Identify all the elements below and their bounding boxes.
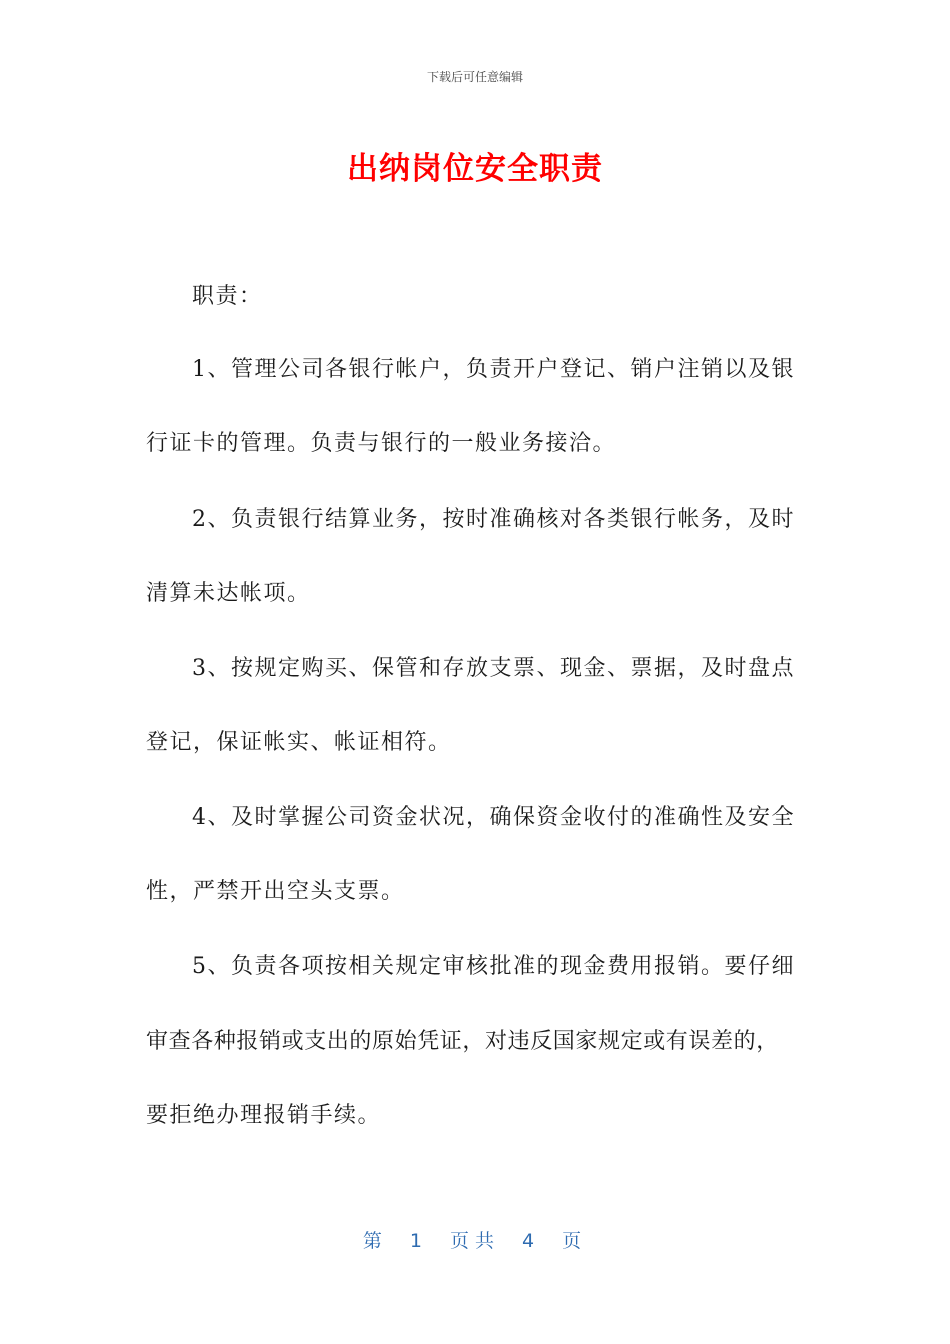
paragraph-line: 要拒绝办理报销手续。 [146,1103,382,1128]
section-heading: 职责： [192,284,263,309]
paragraph-line: 性，严禁开出空头支票。 [146,879,405,904]
paragraph-line: 5、负责各项按相关规定审核批准的现金费用报销。要仔细 [192,954,795,979]
paragraph-line: 3、按规定购买、保管和存放支票、现金、票据，及时盘点 [192,656,795,681]
paragraph-line: 1、管理公司各银行帐户，负责开户登记、销户注销以及银 [192,357,795,382]
page-footer: 第 1 页共 4 页 [362,1230,588,1252]
paragraph-line: 4、及时掌握公司资金状况，确保资金收付的准确性及安全 [192,805,795,830]
paragraph-line: 清算未达帐项。 [146,581,311,606]
page-header: 下载后可任意编辑 [426,70,523,84]
paragraph-line: 行证卡的管理。负责与银行的一般业务接洽。 [146,431,617,456]
paragraph-line: 审查各种报销或支出的原始凭证，对违反国家规定或有误差的， [146,1029,779,1054]
document-title: 出纳岗位安全职责 [347,151,603,187]
paragraph-line: 登记，保证帐实、帐证相符。 [146,730,452,755]
paragraph-line: 2、负责银行结算业务，按时准确核对各类银行帐务，及时 [192,507,795,532]
